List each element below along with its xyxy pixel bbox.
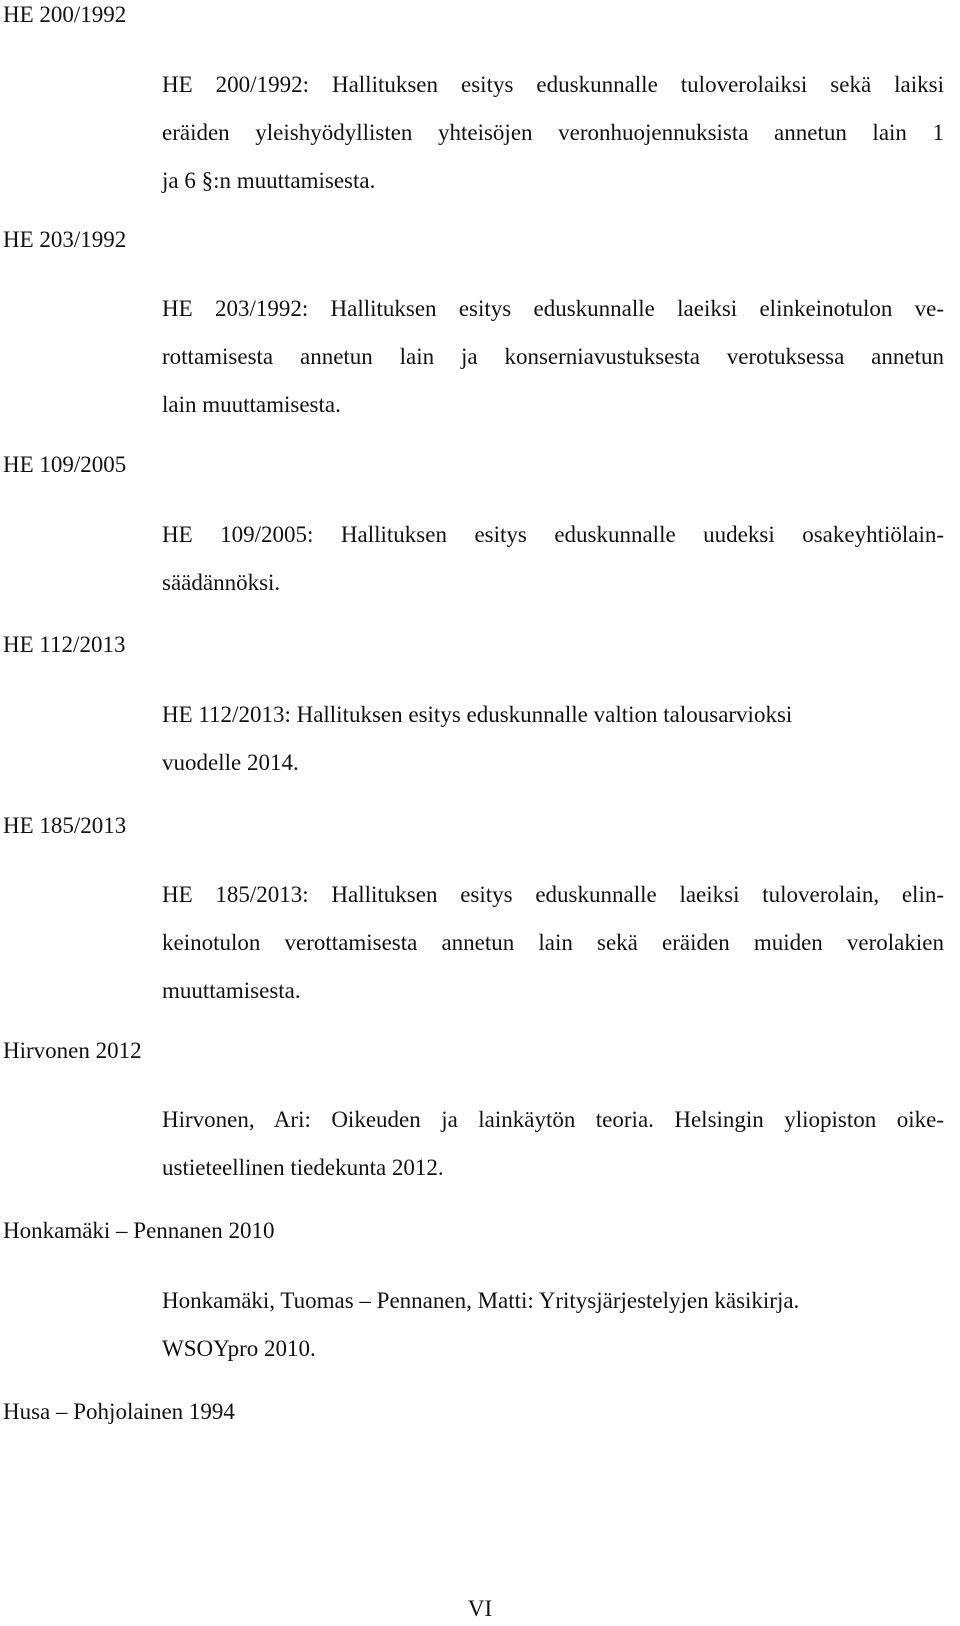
entry-line: muuttamisesta. [162, 978, 301, 1003]
reference-key: Hirvonen 2012 [3, 1038, 142, 1063]
entry-line: HE 109/2005: Hallituksen esitys eduskunnalle uudeksi osakeyhtiölain- [162, 522, 944, 547]
entry-line: ustieteellinen tiedekunta 2012. [162, 1155, 444, 1180]
reference-key: HE 185/2013 [3, 813, 127, 838]
entry-line: WSOYpro 2010. [162, 1336, 316, 1361]
entry-line: HE 185/2013: Hallituksen esitys eduskunnalle laeiksi tuloverolain, elin- [162, 882, 944, 907]
entry-line: HE 112/2013: Hallituksen esitys eduskunnalle valtion talousarvioksi [162, 702, 793, 727]
entry-line: ja 6 §:n muuttamisesta. [162, 168, 376, 193]
reference-entry [162, 691, 944, 787]
reference-entry [162, 285, 944, 429]
reference-entry [162, 1277, 944, 1373]
entry-line: Honkamäki, Tuomas – Pennanen, Matti: Yritysjärjestelyjen käsikirja. [162, 1288, 800, 1313]
entry-line: eräiden yleishyödyllisten yhteisöjen veronhuojennuksista annetun lain 1 [162, 120, 944, 145]
entry-line: HE 200/1992: Hallituksen esitys eduskunnalle tuloverolaiksi sekä laiksi [162, 72, 944, 97]
entry-line: Hirvonen, Ari: Oikeuden ja lainkäytön teoria. Helsingin yliopiston oike- [162, 1107, 944, 1132]
entry-line: HE 203/1992: Hallituksen esitys eduskunnalle laeiksi elinkeinotulon ve- [162, 296, 944, 321]
entry-line: vuodelle 2014. [162, 750, 299, 775]
entry-line: lain muuttamisesta. [162, 392, 341, 417]
reference-key: HE 112/2013 [3, 632, 126, 657]
entry-line: rottamisesta annetun lain ja konserniavustuksesta verotuksessa annetun [162, 344, 944, 369]
reference-key: HE 200/1992 [3, 2, 127, 27]
reference-key: Husa – Pohjolainen 1994 [3, 1399, 235, 1424]
page-number: VI [467, 1596, 493, 1621]
reference-entry [162, 1096, 944, 1192]
reference-key: Honkamäki – Pennanen 2010 [3, 1218, 275, 1243]
reference-entry [162, 871, 944, 1015]
entry-line: keinotulon verottamisesta annetun lain sekä eräiden muiden verolakien [162, 930, 944, 955]
reference-entry [162, 511, 944, 607]
reference-entry [162, 61, 944, 205]
reference-key: HE 109/2005 [3, 452, 127, 477]
reference-key: HE 203/1992 [3, 227, 127, 252]
entry-line: säädännöksi. [162, 570, 281, 595]
